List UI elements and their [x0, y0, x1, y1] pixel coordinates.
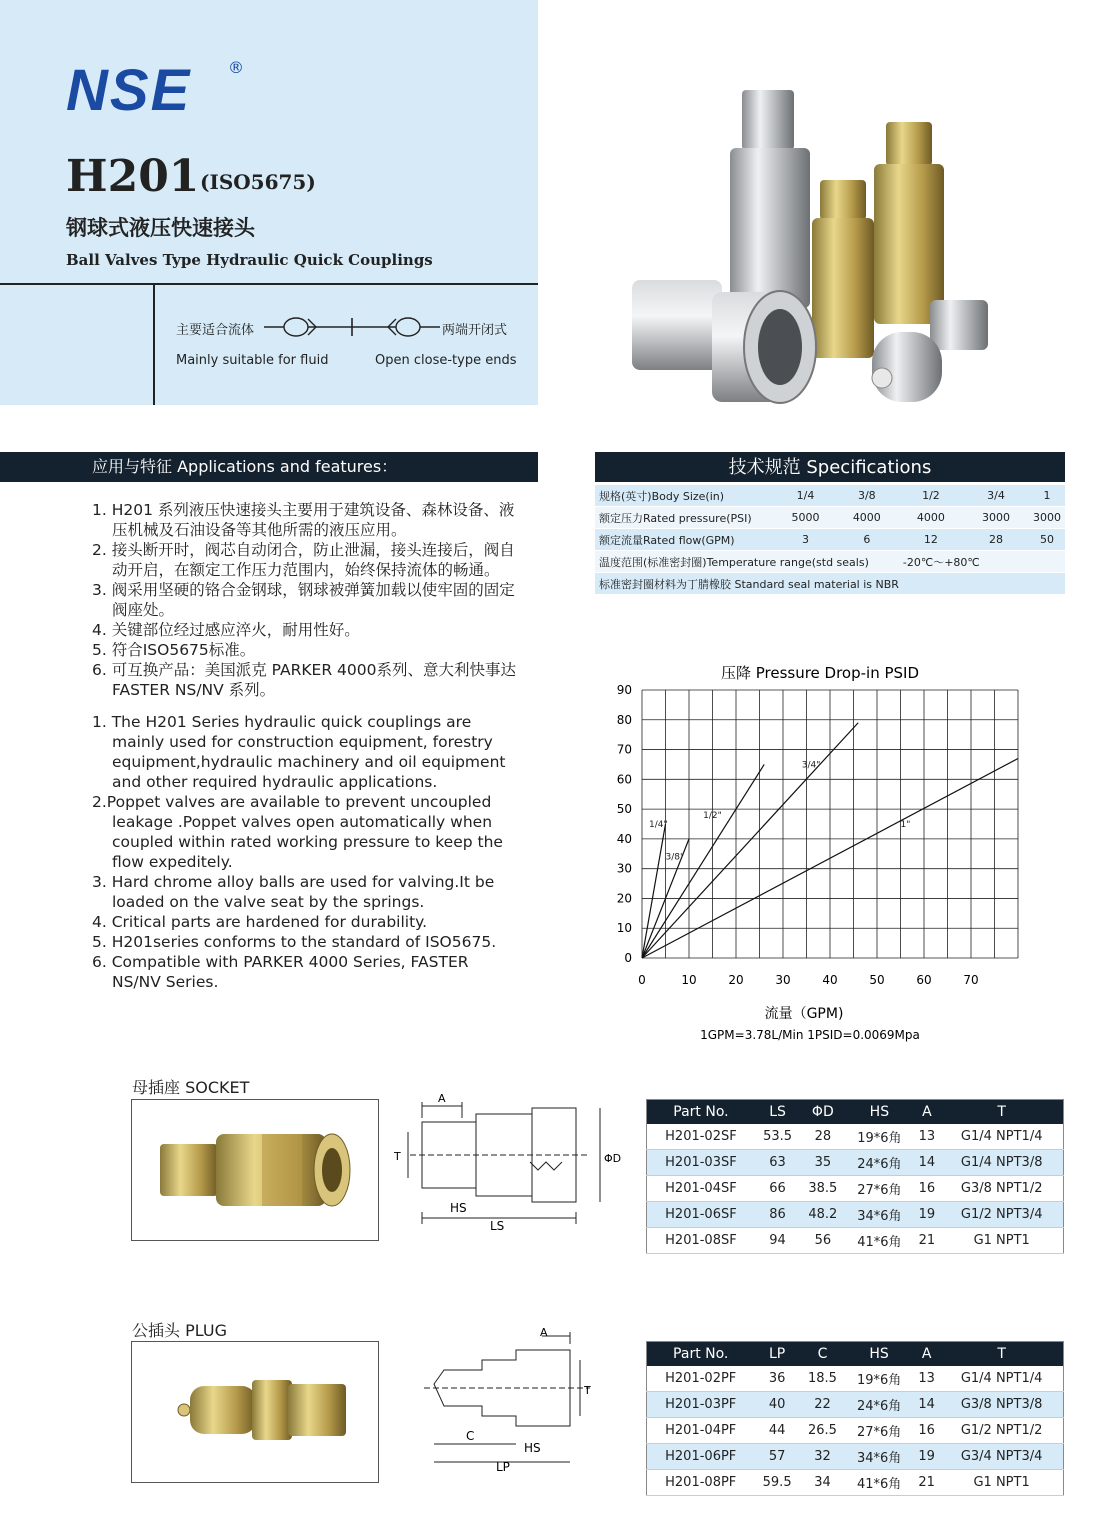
table-row	[647, 1202, 1064, 1228]
col-header: Part No.	[647, 1342, 755, 1367]
spec-row	[595, 551, 1065, 573]
y-tick-label: 40	[616, 831, 632, 846]
feature-en-item: 1. The H201 Series hydraulic quick couplings are mainly used for construction equipment, forestry equipment,hydraulic machinery and oil equipment and other required hydraulic applications.	[92, 713, 506, 791]
table-row	[647, 1176, 1064, 1202]
table-row	[647, 1470, 1064, 1496]
table-cell: 22	[800, 1392, 845, 1418]
table-cell: 18.5	[800, 1366, 845, 1392]
table-cell: 48.2	[800, 1202, 845, 1228]
table-cell: 13	[913, 1124, 940, 1150]
feature-cn-item: 6. 可互换产品：美国派克 PARKER 4000系列、意大利快事达 FASTER NS/NV 系列。	[92, 661, 516, 699]
spec-value: 3000	[963, 507, 1029, 529]
feature-en-item: 5. H201series conforms to the standard of ISO5675.	[92, 933, 497, 951]
table-cell: 28	[800, 1124, 845, 1150]
table-cell: G1/4 NPT1/4	[940, 1124, 1063, 1150]
table-cell: H201-04PF	[647, 1418, 755, 1444]
table-cell: 32	[800, 1444, 845, 1470]
table-cell: G1/2 NPT3/4	[940, 1202, 1063, 1228]
product-photo	[620, 80, 1060, 410]
plug-drawing	[420, 1326, 600, 1472]
spec-row	[595, 529, 1065, 551]
spec-label: 规格(英寸)Body Size(in)	[595, 485, 776, 507]
table-cell: 59.5	[754, 1470, 799, 1496]
spec-value: 6	[835, 529, 899, 551]
x-tick-label: 70	[963, 973, 979, 987]
pressure-drop-chart	[600, 660, 1040, 1050]
table-cell: 86	[755, 1202, 800, 1228]
table-cell: 21	[913, 1228, 940, 1254]
plug-dim-c: C	[466, 1429, 475, 1443]
y-tick-label: 30	[616, 861, 632, 876]
table-cell: H201-06SF	[647, 1202, 755, 1228]
series-line	[642, 723, 858, 958]
table-cell: 94	[755, 1228, 800, 1254]
feature-cn-item: 4. 关键部位经过感应淬火，耐用性好。	[92, 621, 360, 639]
table-cell: H201-02PF	[647, 1366, 755, 1392]
features-cn	[92, 500, 522, 700]
plug-title: 公插头 PLUG	[132, 1321, 227, 1340]
spec-value: 1/2	[899, 485, 963, 507]
series-label: 3/4"	[801, 760, 821, 771]
series-label: 3/8"	[665, 852, 685, 863]
y-tick-label: 80	[616, 712, 632, 727]
spec-row	[595, 507, 1065, 529]
table-cell: G1/4 NPT1/4	[940, 1366, 1063, 1392]
table-cell: 63	[755, 1150, 800, 1176]
socket-table	[646, 1099, 1064, 1254]
col-header: A	[913, 1342, 940, 1367]
table-row	[647, 1418, 1064, 1444]
spec-value: 28	[963, 529, 1029, 551]
registered-mark: ®	[228, 58, 244, 77]
spec-value: 4000	[835, 507, 899, 529]
table-cell: H201-06PF	[647, 1444, 755, 1470]
symbol-left-cn: 主要适合流体	[176, 323, 255, 338]
table-cell: 44	[754, 1418, 799, 1444]
table-cell: 16	[913, 1176, 940, 1202]
table-cell: H201-08SF	[647, 1228, 755, 1254]
divider-vertical	[153, 285, 155, 405]
table-cell: 38.5	[800, 1176, 845, 1202]
plug-table	[646, 1341, 1064, 1496]
table-row	[647, 1124, 1064, 1150]
y-tick-label: 50	[616, 802, 632, 817]
socket-dim-hs: HS	[450, 1201, 467, 1215]
series-line	[642, 764, 764, 958]
coupling-symbol-icon	[262, 310, 442, 344]
plug-dim-t: T	[584, 1384, 591, 1397]
table-cell: 19	[913, 1202, 940, 1228]
spec-label: 额定流量Rated flow(GPM)	[595, 529, 776, 551]
x-axis-label: 流量（GPM)	[764, 1006, 844, 1022]
feature-en-item: 6. Compatible with PARKER 4000 Series, FASTER NS/NV Series.	[92, 953, 469, 991]
feature-cn-item: 5. 符合ISO5675标准。	[92, 641, 256, 659]
series-label: 1/2"	[703, 811, 722, 822]
spec-value: 4000	[899, 507, 963, 529]
series-line	[642, 824, 666, 958]
divider-horizontal	[0, 283, 538, 285]
col-header: T	[940, 1100, 1063, 1125]
table-cell: G3/8 NPT3/8	[940, 1392, 1063, 1418]
table-cell: G1/4 NPT3/8	[940, 1150, 1063, 1176]
y-tick-label: 60	[616, 772, 632, 787]
col-header: LS	[755, 1100, 800, 1125]
y-tick-label: 10	[616, 921, 632, 936]
plug-dim-lp: LP	[496, 1460, 510, 1472]
table-row	[647, 1444, 1064, 1470]
x-tick-label: 10	[681, 973, 697, 987]
col-header: HS	[845, 1100, 913, 1125]
table-cell: 41*6角	[845, 1228, 913, 1254]
table-cell: G1/2 NPT1/2	[940, 1418, 1063, 1444]
socket-dim-ls: LS	[490, 1219, 505, 1233]
table-row	[647, 1150, 1064, 1176]
table-cell: G1 NPT1	[940, 1470, 1063, 1496]
plug-photo-box	[131, 1341, 379, 1483]
table-cell: 36	[754, 1366, 799, 1392]
table-row	[647, 1392, 1064, 1418]
table-cell: 40	[754, 1392, 799, 1418]
col-header: C	[800, 1342, 845, 1367]
spec-row	[595, 573, 1065, 595]
table-cell: 19*6角	[845, 1366, 913, 1392]
chart-title: 压降 Pressure Drop-in PSID	[720, 664, 920, 682]
plug-dim-a: A	[540, 1326, 548, 1339]
table-cell: H201-03PF	[647, 1392, 755, 1418]
table-cell: 27*6角	[845, 1418, 913, 1444]
feature-cn-item: 3. 阀采用坚硬的铬合金钢球，钢球被弹簧加载以使牢固的固定阀座处。	[92, 581, 515, 619]
table-cell: 56	[800, 1228, 845, 1254]
x-tick-label: 0	[638, 973, 646, 987]
y-tick-label: 0	[624, 951, 632, 965]
col-header: HS	[845, 1342, 913, 1367]
table-cell: H201-08PF	[647, 1470, 755, 1496]
socket-dim-t: T	[394, 1150, 401, 1163]
series-label: 1/4"	[649, 819, 668, 830]
socket-photo-box	[131, 1099, 379, 1241]
col-header: T	[940, 1342, 1063, 1367]
features-heading-bar: 应用与特征 Applications and features：	[0, 452, 538, 482]
spec-value: -20℃～+80℃	[899, 551, 1065, 573]
symbol-right-cn: 两端开闭式	[442, 323, 508, 338]
col-header: ΦD	[800, 1100, 845, 1125]
table-cell: 21	[913, 1470, 940, 1496]
table-header	[647, 1342, 1064, 1367]
table-cell: 66	[755, 1176, 800, 1202]
col-header: Part No.	[647, 1100, 755, 1125]
features-en	[92, 712, 522, 992]
table-cell: 34	[800, 1470, 845, 1496]
table-cell: 57	[754, 1444, 799, 1470]
feature-en-item: 4. Critical parts are hardened for durability.	[92, 913, 428, 931]
table-cell: 34*6角	[845, 1444, 913, 1470]
col-header: A	[913, 1100, 940, 1125]
table-row	[647, 1228, 1064, 1254]
spec-value: 5000	[776, 507, 834, 529]
table-cell: 19	[913, 1444, 940, 1470]
table-cell: 19*6角	[845, 1124, 913, 1150]
x-tick-label: 40	[822, 973, 838, 987]
table-cell: 24*6角	[845, 1392, 913, 1418]
table-cell: G3/4 NPT3/4	[940, 1444, 1063, 1470]
spec-value: 12	[899, 529, 963, 551]
spec-value: 1	[1029, 485, 1065, 507]
spec-value: 3	[776, 529, 834, 551]
standard-label: (ISO5675)	[200, 170, 316, 194]
model-number: H201	[66, 151, 200, 202]
spec-value: 3/8	[835, 485, 899, 507]
feature-cn-item: 2. 接头断开时，阀芯自动闭合，防止泄漏，接头连接后，阀自动开启，在额定工作压力范围内，始终保持流体的畅通。	[92, 541, 515, 579]
plug-dim-hs: HS	[524, 1441, 541, 1455]
table-cell: H201-03SF	[647, 1150, 755, 1176]
table-cell: 26.5	[800, 1418, 845, 1444]
feature-cn-item: 1. H201 系列液压快速接头主要用于建筑设备、森林设备、液压机械及石油设备等其他所需的液压应用。	[92, 501, 515, 539]
plug-photo	[132, 1342, 378, 1482]
x-tick-label: 30	[775, 973, 791, 987]
x-tick-label: 20	[728, 973, 744, 987]
socket-drawing	[390, 1092, 640, 1234]
table-cell: G1 NPT1	[940, 1228, 1063, 1254]
table-cell: G3/8 NPT1/2	[940, 1176, 1063, 1202]
spec-value: 3/4	[963, 485, 1029, 507]
symbol-right-en: Open close-type ends	[375, 353, 517, 368]
table-cell: 24*6角	[845, 1150, 913, 1176]
unit-note: 1GPM=3.78L/Min 1PSID=0.0069Mpa	[700, 1028, 920, 1042]
socket-title: 母插座 SOCKET	[132, 1078, 250, 1097]
title-english: Ball Valves Type Hydraulic Quick Couplings	[66, 251, 433, 269]
features-list	[92, 500, 522, 992]
spec-value: 3000	[1029, 507, 1065, 529]
socket-photo	[132, 1100, 378, 1240]
y-tick-label: 90	[616, 683, 632, 697]
brand-logo: NSE	[66, 58, 192, 123]
spec-label: 额定压力Rated pressure(PSI)	[595, 507, 776, 529]
symbol-left-en: Mainly suitable for fluid	[176, 353, 329, 368]
socket-dim-d: ΦD	[604, 1152, 622, 1165]
specs-heading-bar: 技术规范 Specifications	[595, 452, 1065, 482]
spec-row	[595, 485, 1065, 507]
table-cell: 53.5	[755, 1124, 800, 1150]
table-cell: H201-04SF	[647, 1176, 755, 1202]
col-header: LP	[754, 1342, 799, 1367]
x-tick-label: 50	[869, 973, 885, 987]
table-cell: 27*6角	[845, 1176, 913, 1202]
spec-label: 标准密封圈材料为丁腈橡胶 Standard seal material is NBR	[595, 573, 1065, 595]
title-chinese: 钢球式液压快速接头	[66, 215, 255, 240]
table-cell: 16	[913, 1418, 940, 1444]
series-label: 1"	[900, 819, 911, 830]
feature-en-item: 2.Poppet valves are available to prevent uncoupled leakage .Poppet valves open automatically when coupled within rated working pressure to keep the flow expeditely.	[92, 793, 503, 871]
table-cell: H201-02SF	[647, 1124, 755, 1150]
y-tick-label: 20	[616, 891, 632, 906]
spec-value: 50	[1029, 529, 1065, 551]
table-cell: 14	[913, 1150, 940, 1176]
x-tick-label: 60	[916, 973, 932, 987]
feature-en-item: 3. Hard chrome alloy balls are used for valving.It be loaded on the valve seat by the springs.	[92, 873, 495, 911]
table-header	[647, 1100, 1064, 1125]
table-cell: 13	[913, 1366, 940, 1392]
table-cell: 14	[913, 1392, 940, 1418]
spec-value: 1/4	[776, 485, 834, 507]
table-cell: 41*6角	[845, 1470, 913, 1496]
table-cell: 35	[800, 1150, 845, 1176]
spec-label: 温度范围(标准密封圈)Temperature range(std seals)	[595, 551, 899, 573]
table-row	[647, 1366, 1064, 1392]
specs-table	[595, 485, 1065, 595]
y-tick-label: 70	[616, 742, 632, 757]
table-cell: 34*6角	[845, 1202, 913, 1228]
socket-dim-a: A	[438, 1092, 446, 1105]
